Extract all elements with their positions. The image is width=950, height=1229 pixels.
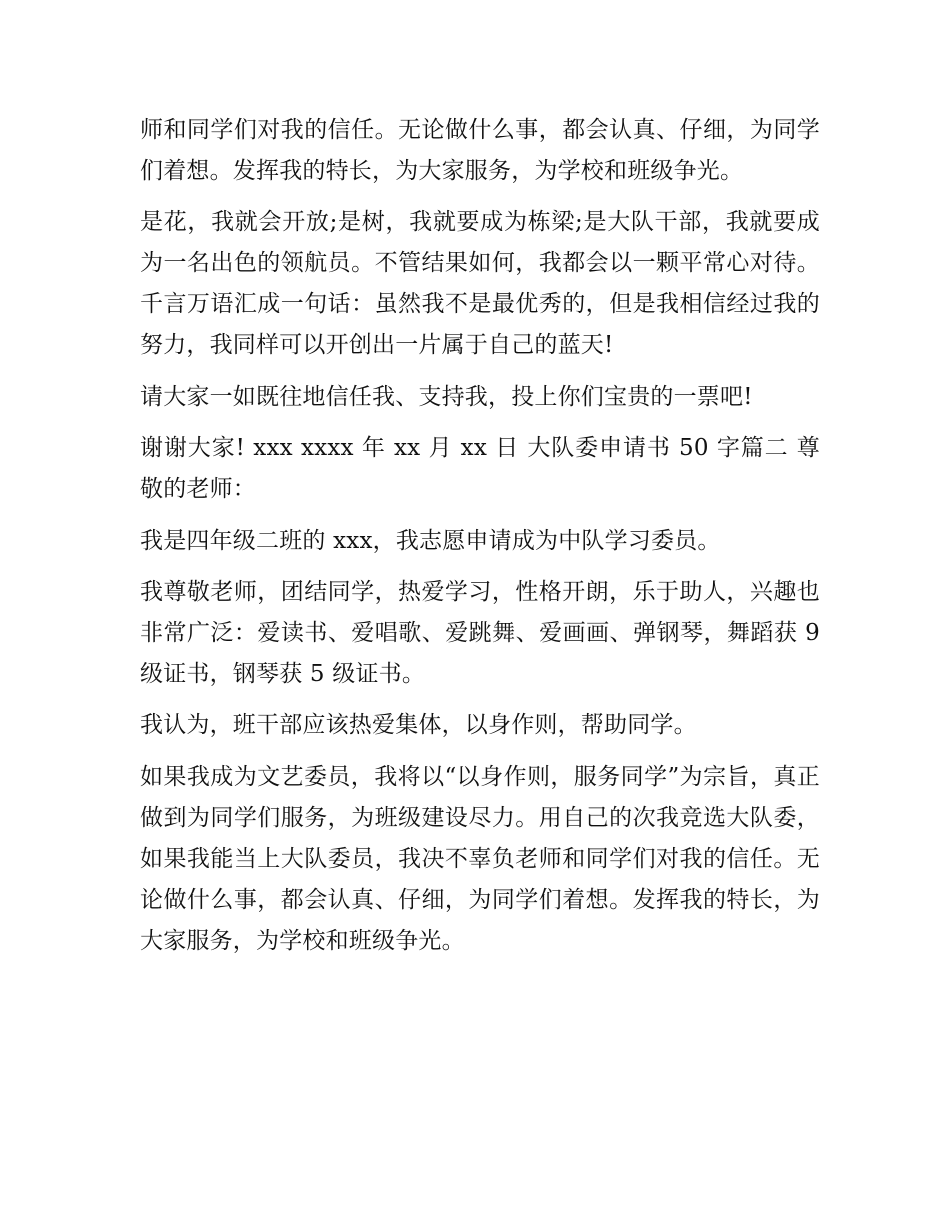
paragraph: 师和同学们对我的信任。无论做什么事，都会认真、仔细，为同学们着想。发挥我的特长，为大家服务，为学校和班级争光。: [140, 117, 820, 184]
paragraph: 谢谢大家! xxx xxxx 年 xx 月 xx 日 大队委申请书 50 字篇二 尊敬的老师：: [140, 435, 820, 503]
paragraph: 是花，我就会开放;是树，我就要成为栋梁;是大队干部，我就要成为一名出色的领航员。不管结果如何，我都会以一颗平常心对待。千言万语汇成一句话：虽然我不是最优秀的，但是我相信经过我的努力，我同样可以开创出一片属于自己的蓝天!: [140, 209, 820, 359]
paragraph: 我认为，班干部应该热爱集体，以身作则，帮助同学。: [140, 712, 697, 739]
paragraph: 如果我成为文艺委员，我将以“以身作则，服务同学”为宗旨，真正做到为同学们服务，为班级建设尽力。用自己的次我竞选大队委，如果我能当上大队委员，我决不辜负老师和同学们对我的信任。无论做什么事，都会认真、仔细，为同学们着想。发挥我的特长，为大家服务，为学校和班级争光。: [140, 763, 820, 954]
paragraph: 我是四年级二班的 xxx，我志愿申请成为中队学习委员。: [140, 527, 721, 554]
paragraph: 请大家一如既往地信任我、支持我，投上你们宝贵的一票吧!: [140, 383, 753, 410]
paragraph: 我尊敬老师，团结同学，热爱学习，性格开朗，乐于助人，兴趣也非常广泛：爱读书、爱唱歌、爱跳舞、爱画画、弹钢琴，舞蹈获 9 级证书，钢琴获 5 级证书。: [140, 578, 820, 687]
document-body: [140, 110, 820, 972]
